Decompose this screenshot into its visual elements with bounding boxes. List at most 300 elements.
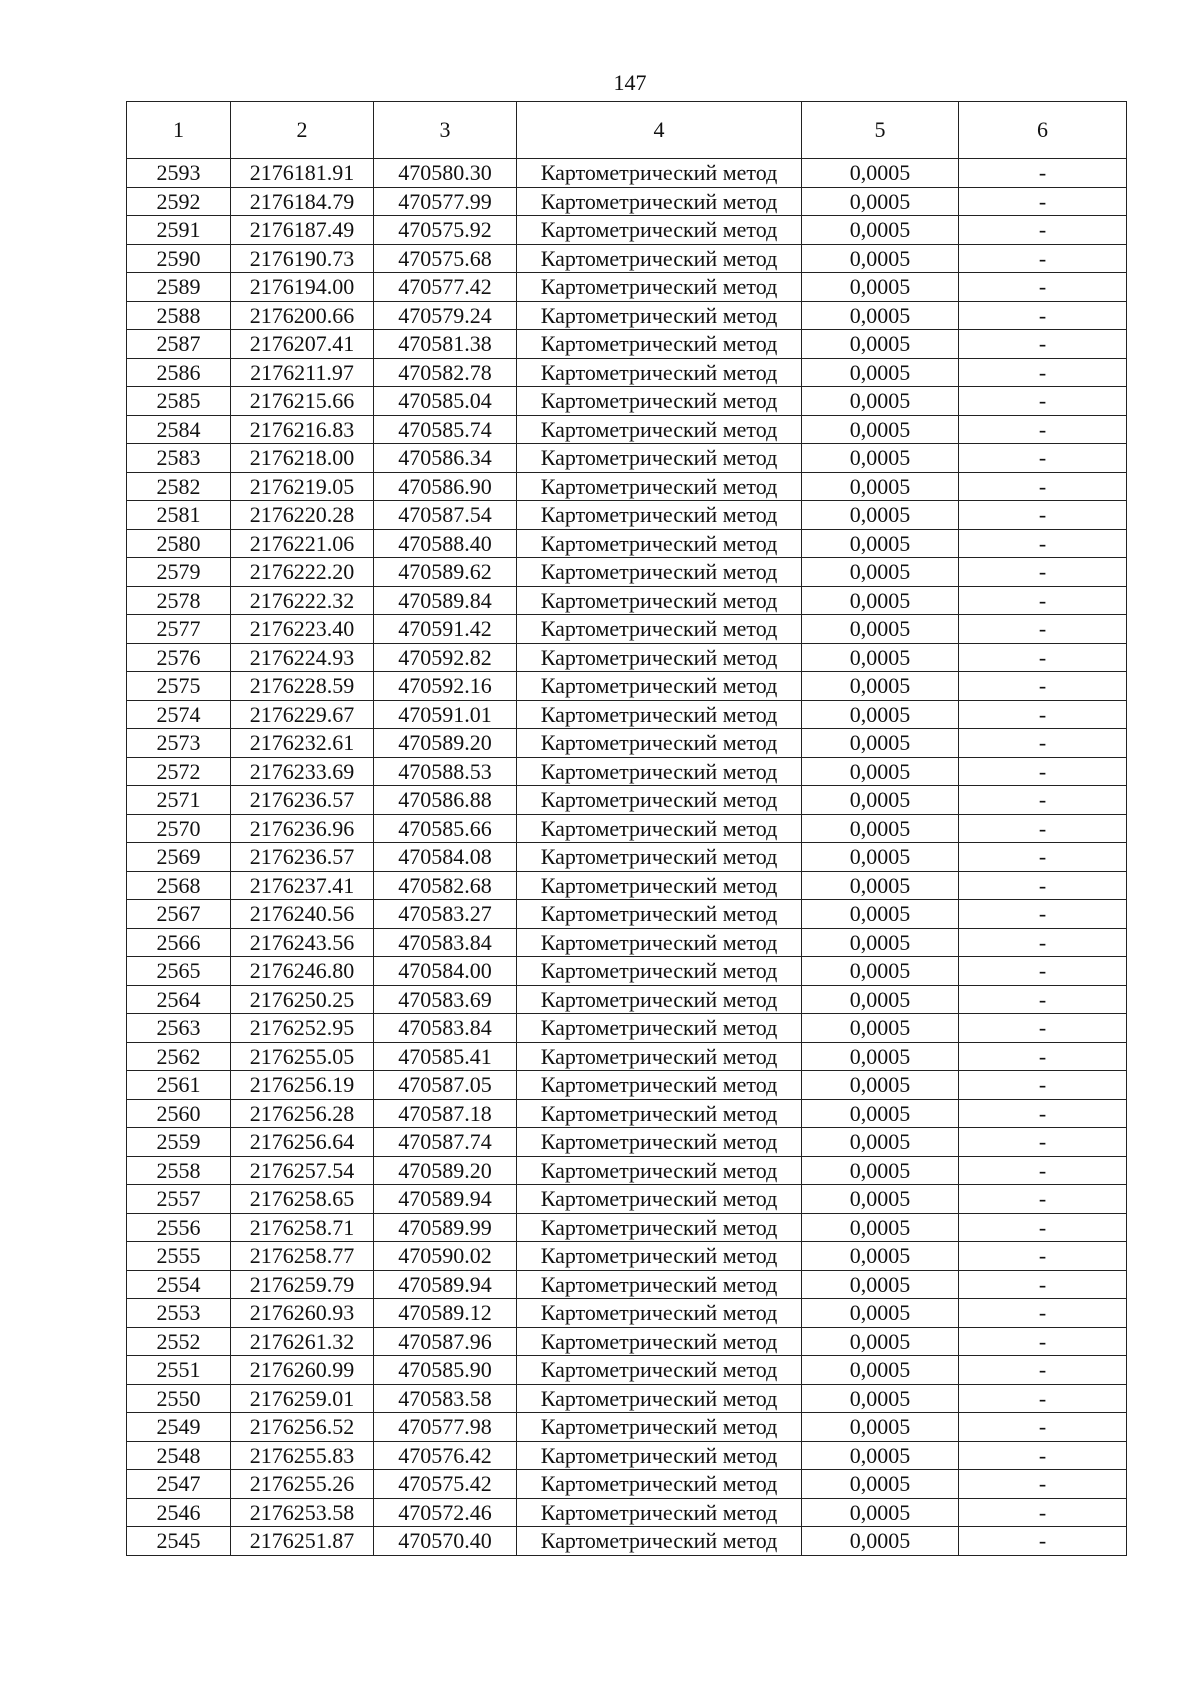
accuracy-cell: 0,0005 — [802, 473, 959, 501]
method-cell: Картометрический метод — [517, 1157, 802, 1185]
table-row — [127, 644, 1127, 672]
method-cell: Картометрический метод — [517, 359, 802, 387]
table-row — [127, 1527, 1127, 1556]
table-row — [127, 1071, 1127, 1100]
table-row — [127, 1385, 1127, 1413]
x-coordinate-cell: 2176261.32 — [231, 1328, 374, 1356]
note-cell: - — [959, 1356, 1127, 1385]
x-coordinate-cell: 2176246.80 — [231, 957, 374, 986]
x-coordinate-cell: 2176255.05 — [231, 1043, 374, 1071]
note-cell: - — [959, 273, 1127, 302]
method-cell: Картометрический метод — [517, 216, 802, 245]
note-cell: - — [959, 729, 1127, 758]
point-number-cell: 2558 — [127, 1157, 231, 1185]
method-cell: Картометрический метод — [517, 1299, 802, 1328]
method-cell: Картометрический метод — [517, 1128, 802, 1157]
x-coordinate-cell: 2176255.26 — [231, 1470, 374, 1499]
note-cell: - — [959, 1271, 1127, 1299]
accuracy-cell: 0,0005 — [802, 416, 959, 444]
y-coordinate-cell: 470585.90 — [374, 1356, 517, 1385]
note-cell: - — [959, 1385, 1127, 1413]
x-coordinate-cell: 2176219.05 — [231, 473, 374, 501]
method-cell: Картометрический метод — [517, 1385, 802, 1413]
note-cell: - — [959, 216, 1127, 245]
accuracy-cell: 0,0005 — [802, 330, 959, 359]
method-cell: Картометрический метод — [517, 1442, 802, 1470]
point-number-cell: 2569 — [127, 843, 231, 872]
note-cell: - — [959, 872, 1127, 900]
accuracy-cell: 0,0005 — [802, 444, 959, 473]
point-number-cell: 2564 — [127, 986, 231, 1014]
point-number-cell: 2562 — [127, 1043, 231, 1071]
table-row — [127, 245, 1127, 273]
table-row — [127, 159, 1127, 188]
y-coordinate-cell: 470583.58 — [374, 1385, 517, 1413]
y-coordinate-cell: 470577.99 — [374, 188, 517, 216]
y-coordinate-cell: 470589.62 — [374, 558, 517, 587]
point-number-cell: 2546 — [127, 1499, 231, 1527]
method-cell: Картометрический метод — [517, 473, 802, 501]
point-number-cell: 2580 — [127, 530, 231, 558]
point-number-cell: 2553 — [127, 1299, 231, 1328]
point-number-cell: 2551 — [127, 1356, 231, 1385]
method-cell: Картометрический метод — [517, 1043, 802, 1071]
y-coordinate-cell: 470575.92 — [374, 216, 517, 245]
point-number-cell: 2589 — [127, 273, 231, 302]
table-row — [127, 672, 1127, 701]
method-cell: Картометрический метод — [517, 872, 802, 900]
table-row — [127, 1157, 1127, 1185]
x-coordinate-cell: 2176220.28 — [231, 501, 374, 530]
header-row — [127, 102, 1127, 159]
table-row — [127, 302, 1127, 330]
accuracy-cell: 0,0005 — [802, 1043, 959, 1071]
point-number-cell: 2575 — [127, 672, 231, 701]
note-cell: - — [959, 473, 1127, 501]
x-coordinate-cell: 2176258.77 — [231, 1242, 374, 1271]
note-cell: - — [959, 1071, 1127, 1100]
table-row — [127, 729, 1127, 758]
table-row — [127, 1128, 1127, 1157]
y-coordinate-cell: 470587.54 — [374, 501, 517, 530]
method-cell: Картометрический метод — [517, 1356, 802, 1385]
note-cell: - — [959, 758, 1127, 786]
table-row — [127, 1328, 1127, 1356]
table-row — [127, 587, 1127, 615]
x-coordinate-cell: 2176236.57 — [231, 843, 374, 872]
accuracy-cell: 0,0005 — [802, 1356, 959, 1385]
x-coordinate-cell: 2176228.59 — [231, 672, 374, 701]
y-coordinate-cell: 470588.40 — [374, 530, 517, 558]
table-row — [127, 1413, 1127, 1442]
table-row — [127, 986, 1127, 1014]
y-coordinate-cell: 470581.38 — [374, 330, 517, 359]
point-number-cell: 2587 — [127, 330, 231, 359]
point-number-cell: 2586 — [127, 359, 231, 387]
table-row — [127, 473, 1127, 501]
point-number-cell: 2557 — [127, 1185, 231, 1214]
table-row — [127, 188, 1127, 216]
method-cell: Картометрический метод — [517, 786, 802, 815]
y-coordinate-cell: 470586.34 — [374, 444, 517, 473]
point-number-cell: 2583 — [127, 444, 231, 473]
method-cell: Картометрический метод — [517, 530, 802, 558]
method-cell: Картометрический метод — [517, 929, 802, 957]
note-cell: - — [959, 530, 1127, 558]
accuracy-cell: 0,0005 — [802, 188, 959, 216]
accuracy-cell: 0,0005 — [802, 815, 959, 843]
x-coordinate-cell: 2176194.00 — [231, 273, 374, 302]
x-coordinate-cell: 2176233.69 — [231, 758, 374, 786]
note-cell: - — [959, 929, 1127, 957]
accuracy-cell: 0,0005 — [802, 615, 959, 644]
note-cell: - — [959, 1214, 1127, 1242]
method-cell: Картометрический метод — [517, 672, 802, 701]
note-cell: - — [959, 387, 1127, 416]
x-coordinate-cell: 2176252.95 — [231, 1014, 374, 1043]
table-row — [127, 900, 1127, 929]
point-number-cell: 2577 — [127, 615, 231, 644]
y-coordinate-cell: 470572.46 — [374, 1499, 517, 1527]
table-row — [127, 330, 1127, 359]
method-cell: Картометрический метод — [517, 957, 802, 986]
x-coordinate-cell: 2176222.20 — [231, 558, 374, 587]
x-coordinate-cell: 2176184.79 — [231, 188, 374, 216]
accuracy-cell: 0,0005 — [802, 530, 959, 558]
note-cell: - — [959, 1043, 1127, 1071]
y-coordinate-cell: 470586.88 — [374, 786, 517, 815]
y-coordinate-cell: 470575.68 — [374, 245, 517, 273]
point-number-cell: 2591 — [127, 216, 231, 245]
accuracy-cell: 0,0005 — [802, 957, 959, 986]
x-coordinate-cell: 2176256.19 — [231, 1071, 374, 1100]
accuracy-cell: 0,0005 — [802, 216, 959, 245]
table-row — [127, 1356, 1127, 1385]
x-coordinate-cell: 2176211.97 — [231, 359, 374, 387]
accuracy-cell: 0,0005 — [802, 273, 959, 302]
column-header-2: 2 — [231, 102, 374, 159]
method-cell: Картометрический метод — [517, 245, 802, 273]
accuracy-cell: 0,0005 — [802, 900, 959, 929]
accuracy-cell: 0,0005 — [802, 1328, 959, 1356]
note-cell: - — [959, 1014, 1127, 1043]
accuracy-cell: 0,0005 — [802, 786, 959, 815]
y-coordinate-cell: 470589.94 — [374, 1185, 517, 1214]
point-number-cell: 2576 — [127, 644, 231, 672]
method-cell: Картометрический метод — [517, 1185, 802, 1214]
x-coordinate-cell: 2176258.71 — [231, 1214, 374, 1242]
y-coordinate-cell: 470584.00 — [374, 957, 517, 986]
point-number-cell: 2548 — [127, 1442, 231, 1470]
note-cell: - — [959, 188, 1127, 216]
point-number-cell: 2552 — [127, 1328, 231, 1356]
y-coordinate-cell: 470589.94 — [374, 1271, 517, 1299]
y-coordinate-cell: 470576.42 — [374, 1442, 517, 1470]
point-number-cell: 2554 — [127, 1271, 231, 1299]
note-cell: - — [959, 957, 1127, 986]
x-coordinate-cell: 2176218.00 — [231, 444, 374, 473]
accuracy-cell: 0,0005 — [802, 558, 959, 587]
table-row — [127, 1043, 1127, 1071]
table-row — [127, 758, 1127, 786]
method-cell: Картометрический метод — [517, 1014, 802, 1043]
column-header-1: 1 — [127, 102, 231, 159]
method-cell: Картометрический метод — [517, 986, 802, 1014]
y-coordinate-cell: 470592.16 — [374, 672, 517, 701]
y-coordinate-cell: 470583.84 — [374, 1014, 517, 1043]
accuracy-cell: 0,0005 — [802, 1499, 959, 1527]
note-cell: - — [959, 416, 1127, 444]
x-coordinate-cell: 2176253.58 — [231, 1499, 374, 1527]
point-number-cell: 2588 — [127, 302, 231, 330]
method-cell: Картометрический метод — [517, 159, 802, 188]
note-cell: - — [959, 1100, 1127, 1128]
y-coordinate-cell: 470588.53 — [374, 758, 517, 786]
x-coordinate-cell: 2176187.49 — [231, 216, 374, 245]
y-coordinate-cell: 470579.24 — [374, 302, 517, 330]
x-coordinate-cell: 2176257.54 — [231, 1157, 374, 1185]
point-number-cell: 2592 — [127, 188, 231, 216]
x-coordinate-cell: 2176260.93 — [231, 1299, 374, 1328]
table-row — [127, 1214, 1127, 1242]
y-coordinate-cell: 470587.96 — [374, 1328, 517, 1356]
x-coordinate-cell: 2176260.99 — [231, 1356, 374, 1385]
accuracy-cell: 0,0005 — [802, 1470, 959, 1499]
x-coordinate-cell: 2176259.79 — [231, 1271, 374, 1299]
method-cell: Картометрический метод — [517, 1214, 802, 1242]
table-header — [127, 102, 1127, 159]
table-row — [127, 216, 1127, 245]
accuracy-cell: 0,0005 — [802, 1157, 959, 1185]
table-body — [127, 159, 1127, 1556]
y-coordinate-cell: 470589.12 — [374, 1299, 517, 1328]
note-cell: - — [959, 245, 1127, 273]
accuracy-cell: 0,0005 — [802, 1271, 959, 1299]
table-row — [127, 843, 1127, 872]
x-coordinate-cell: 2176251.87 — [231, 1527, 374, 1556]
x-coordinate-cell: 2176207.41 — [231, 330, 374, 359]
coordinates-table — [126, 101, 1127, 1556]
x-coordinate-cell: 2176236.96 — [231, 815, 374, 843]
note-cell: - — [959, 587, 1127, 615]
table-row — [127, 815, 1127, 843]
note-cell: - — [959, 159, 1127, 188]
method-cell: Картометрический метод — [517, 644, 802, 672]
x-coordinate-cell: 2176243.56 — [231, 929, 374, 957]
method-cell: Картометрический метод — [517, 444, 802, 473]
method-cell: Картометрический метод — [517, 1100, 802, 1128]
point-number-cell: 2584 — [127, 416, 231, 444]
page-number: 147 — [613, 70, 647, 95]
note-cell: - — [959, 815, 1127, 843]
point-number-cell: 2571 — [127, 786, 231, 815]
y-coordinate-cell: 470582.68 — [374, 872, 517, 900]
x-coordinate-cell: 2176256.64 — [231, 1128, 374, 1157]
table-row — [127, 929, 1127, 957]
column-header-3: 3 — [374, 102, 517, 159]
method-cell: Картометрический метод — [517, 501, 802, 530]
x-coordinate-cell: 2176222.32 — [231, 587, 374, 615]
x-coordinate-cell: 2176250.25 — [231, 986, 374, 1014]
accuracy-cell: 0,0005 — [802, 872, 959, 900]
y-coordinate-cell: 470587.74 — [374, 1128, 517, 1157]
x-coordinate-cell: 2176190.73 — [231, 245, 374, 273]
note-cell: - — [959, 786, 1127, 815]
y-coordinate-cell: 470577.98 — [374, 1413, 517, 1442]
point-number-cell: 2565 — [127, 957, 231, 986]
method-cell: Картометрический метод — [517, 729, 802, 758]
accuracy-cell: 0,0005 — [802, 1442, 959, 1470]
accuracy-cell: 0,0005 — [802, 1014, 959, 1043]
table-row — [127, 444, 1127, 473]
accuracy-cell: 0,0005 — [802, 1100, 959, 1128]
table-row — [127, 501, 1127, 530]
point-number-cell: 2578 — [127, 587, 231, 615]
accuracy-cell: 0,0005 — [802, 1128, 959, 1157]
method-cell: Картометрический метод — [517, 1413, 802, 1442]
accuracy-cell: 0,0005 — [802, 1185, 959, 1214]
table-row — [127, 530, 1127, 558]
y-coordinate-cell: 470577.42 — [374, 273, 517, 302]
x-coordinate-cell: 2176237.41 — [231, 872, 374, 900]
y-coordinate-cell: 470585.04 — [374, 387, 517, 416]
note-cell: - — [959, 501, 1127, 530]
point-number-cell: 2568 — [127, 872, 231, 900]
method-cell: Картометрический метод — [517, 188, 802, 216]
y-coordinate-cell: 470580.30 — [374, 159, 517, 188]
note-cell: - — [959, 1527, 1127, 1556]
table-row — [127, 1185, 1127, 1214]
point-number-cell: 2545 — [127, 1527, 231, 1556]
y-coordinate-cell: 470591.01 — [374, 701, 517, 729]
method-cell: Картометрический метод — [517, 615, 802, 644]
accuracy-cell: 0,0005 — [802, 245, 959, 273]
point-number-cell: 2567 — [127, 900, 231, 929]
method-cell: Картометрический метод — [517, 843, 802, 872]
table-row — [127, 273, 1127, 302]
note-cell: - — [959, 1442, 1127, 1470]
table-row — [127, 1242, 1127, 1271]
point-number-cell: 2585 — [127, 387, 231, 416]
method-cell: Картометрический метод — [517, 1470, 802, 1499]
accuracy-cell: 0,0005 — [802, 302, 959, 330]
accuracy-cell: 0,0005 — [802, 501, 959, 530]
x-coordinate-cell: 2176255.83 — [231, 1442, 374, 1470]
method-cell: Картометрический метод — [517, 558, 802, 587]
point-number-cell: 2582 — [127, 473, 231, 501]
table-row — [127, 1470, 1127, 1499]
table-row — [127, 1442, 1127, 1470]
accuracy-cell: 0,0005 — [802, 1299, 959, 1328]
y-coordinate-cell: 470582.78 — [374, 359, 517, 387]
point-number-cell: 2581 — [127, 501, 231, 530]
method-cell: Картометрический метод — [517, 1499, 802, 1527]
x-coordinate-cell: 2176181.91 — [231, 159, 374, 188]
accuracy-cell: 0,0005 — [802, 359, 959, 387]
note-cell: - — [959, 615, 1127, 644]
y-coordinate-cell: 470591.42 — [374, 615, 517, 644]
table-row — [127, 786, 1127, 815]
accuracy-cell: 0,0005 — [802, 729, 959, 758]
y-coordinate-cell: 470587.18 — [374, 1100, 517, 1128]
point-number-cell: 2555 — [127, 1242, 231, 1271]
point-number-cell: 2560 — [127, 1100, 231, 1128]
table-row — [127, 957, 1127, 986]
x-coordinate-cell: 2176221.06 — [231, 530, 374, 558]
y-coordinate-cell: 470584.08 — [374, 843, 517, 872]
method-cell: Картометрический метод — [517, 302, 802, 330]
accuracy-cell: 0,0005 — [802, 1413, 959, 1442]
y-coordinate-cell: 470586.90 — [374, 473, 517, 501]
note-cell: - — [959, 444, 1127, 473]
table-row — [127, 872, 1127, 900]
note-cell: - — [959, 1157, 1127, 1185]
accuracy-cell: 0,0005 — [802, 701, 959, 729]
point-number-cell: 2573 — [127, 729, 231, 758]
note-cell: - — [959, 330, 1127, 359]
column-header-5: 5 — [802, 102, 959, 159]
point-number-cell: 2579 — [127, 558, 231, 587]
point-number-cell: 2556 — [127, 1214, 231, 1242]
point-number-cell: 2563 — [127, 1014, 231, 1043]
point-number-cell: 2574 — [127, 701, 231, 729]
table-row — [127, 558, 1127, 587]
table-row — [127, 1299, 1127, 1328]
y-coordinate-cell: 470587.05 — [374, 1071, 517, 1100]
x-coordinate-cell: 2176224.93 — [231, 644, 374, 672]
method-cell: Картометрический метод — [517, 1271, 802, 1299]
accuracy-cell: 0,0005 — [802, 1385, 959, 1413]
accuracy-cell: 0,0005 — [802, 843, 959, 872]
note-cell: - — [959, 1128, 1127, 1157]
accuracy-cell: 0,0005 — [802, 986, 959, 1014]
y-coordinate-cell: 470583.84 — [374, 929, 517, 957]
method-cell: Картометрический метод — [517, 900, 802, 929]
x-coordinate-cell: 2176223.40 — [231, 615, 374, 644]
point-number-cell: 2566 — [127, 929, 231, 957]
note-cell: - — [959, 1242, 1127, 1271]
y-coordinate-cell: 470589.99 — [374, 1214, 517, 1242]
accuracy-cell: 0,0005 — [802, 159, 959, 188]
method-cell: Картометрический метод — [517, 330, 802, 359]
x-coordinate-cell: 2176236.57 — [231, 786, 374, 815]
accuracy-cell: 0,0005 — [802, 387, 959, 416]
table-row — [127, 387, 1127, 416]
accuracy-cell: 0,0005 — [802, 1242, 959, 1271]
method-cell: Картометрический метод — [517, 815, 802, 843]
note-cell: - — [959, 558, 1127, 587]
note-cell: - — [959, 359, 1127, 387]
y-coordinate-cell: 470585.74 — [374, 416, 517, 444]
x-coordinate-cell: 2176259.01 — [231, 1385, 374, 1413]
method-cell: Картометрический метод — [517, 701, 802, 729]
table-row — [127, 1100, 1127, 1128]
note-cell: - — [959, 302, 1127, 330]
point-number-cell: 2570 — [127, 815, 231, 843]
method-cell: Картометрический метод — [517, 387, 802, 416]
note-cell: - — [959, 672, 1127, 701]
y-coordinate-cell: 470570.40 — [374, 1527, 517, 1556]
x-coordinate-cell: 2176256.28 — [231, 1100, 374, 1128]
x-coordinate-cell: 2176256.52 — [231, 1413, 374, 1442]
method-cell: Картометрический метод — [517, 1527, 802, 1556]
y-coordinate-cell: 470585.41 — [374, 1043, 517, 1071]
note-cell: - — [959, 1499, 1127, 1527]
x-coordinate-cell: 2176240.56 — [231, 900, 374, 929]
y-coordinate-cell: 470590.02 — [374, 1242, 517, 1271]
table-row — [127, 1014, 1127, 1043]
note-cell: - — [959, 1470, 1127, 1499]
